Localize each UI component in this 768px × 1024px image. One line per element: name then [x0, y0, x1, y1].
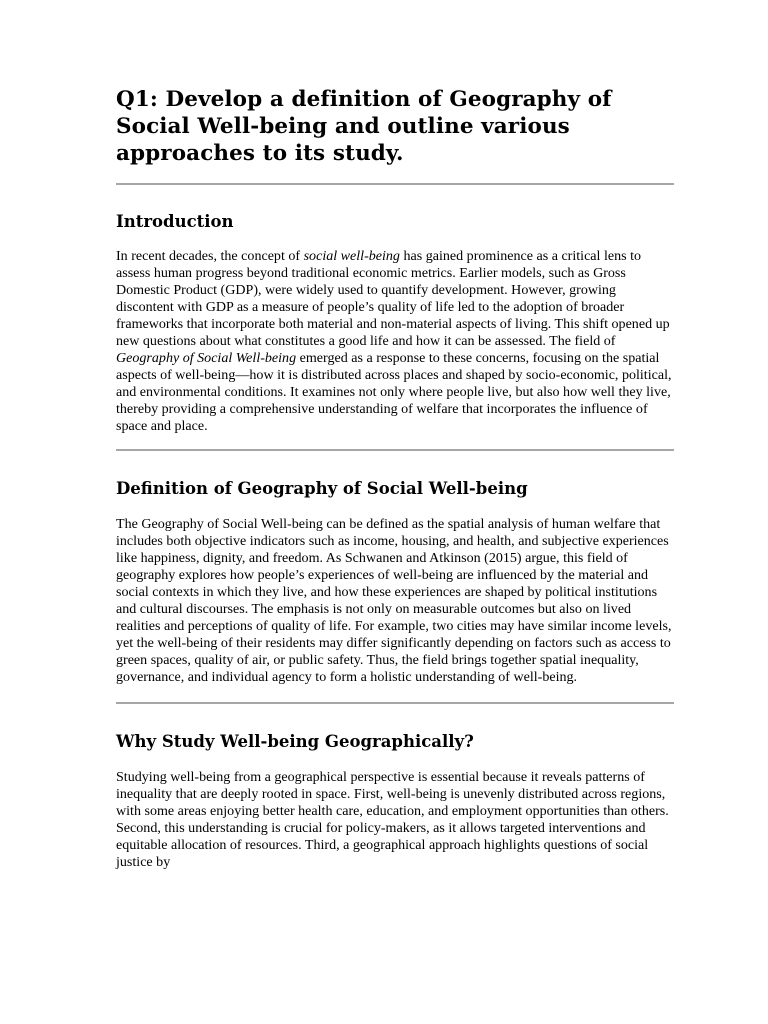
section-heading-definition: Definition of Geography of Social Well-being [116, 479, 528, 499]
section-divider [116, 183, 674, 185]
section-heading-introduction: Introduction [116, 212, 234, 231]
introduction-emphasis-social-well-being: social well-being [303, 248, 400, 264]
definition-paragraph: The Geography of Social Well-being can be defined as the spatial analysis of human welfare that includes both objective indicators such as income, housing, and health, and subjective experiences like happiness, dignity, and freedom. As Schwanen and Atkinson (2015) argue, this field of geography explores how people’s experiences of well-being are influenced by the material and social contexts in which they live, and how these experiences are shaped by political institutions and cultural discourses. The emphasis is not only on measurable outcomes but also on lived realities and perceptions of quality of life. For example, two cities may have similar income levels, yet the well-being of their residents may differ significantly depending on factors such as access to green spaces, quality of air, or public safety. Thus, the field brings together spatial inequality, governance, and individual agency to form a holistic understanding of well-being. [116, 516, 672, 686]
introduction-text-2: has gained prominence as a critical lens to assess human progress beyond traditional economic metrics. Earlier models, such as Gross Domestic Product (GDP), were widely used to quantify development. However, growing discontent with GDP as a measure of people’s quality of life led to the adoption of broader frameworks that incorporate both material and non-material aspects of living. This shift opened up new questions about what constitutes a good life and how it can be assessed. The field of [116, 248, 670, 349]
document-title: Q1: Develop a definition of Geography of Social Well-being and outline various approaches to its study. [116, 87, 612, 166]
document-page [116, 86, 674, 871]
why-study-paragraph: Studying well-being from a geographical perspective is essential because it reveals patterns of inequality that are deeply rooted in space. First, well-being is unevenly distributed across regions, with some areas enjoying better health care, education, and employment opportunities than others. Second, this understanding is crucial for policy-makers, as it allows targeted interventions and equitable allocation of resources. Third, a geographical approach highlights questions of social justice by [116, 769, 669, 870]
introduction-paragraph [116, 248, 674, 434]
introduction-emphasis-geography-of-social-well-being: Geography of Social Well-being [116, 349, 297, 366]
introduction-text-3: emerged as a response to these concerns, focusing on the spatial aspects of well-being—how it is distributed across places and shaped by socio-economic, political, and environmental conditions. It examines not only where people live, but also how well they live, thereby providing a comprehensive understanding of welfare that incorporates the influence of space and place. [116, 349, 672, 434]
introduction-text-1: In recent decades, the concept of [116, 248, 304, 264]
section-heading-why-study: Why Study Well-being Geographically? [116, 732, 474, 752]
section-divider [116, 449, 674, 451]
section-divider [116, 702, 674, 704]
